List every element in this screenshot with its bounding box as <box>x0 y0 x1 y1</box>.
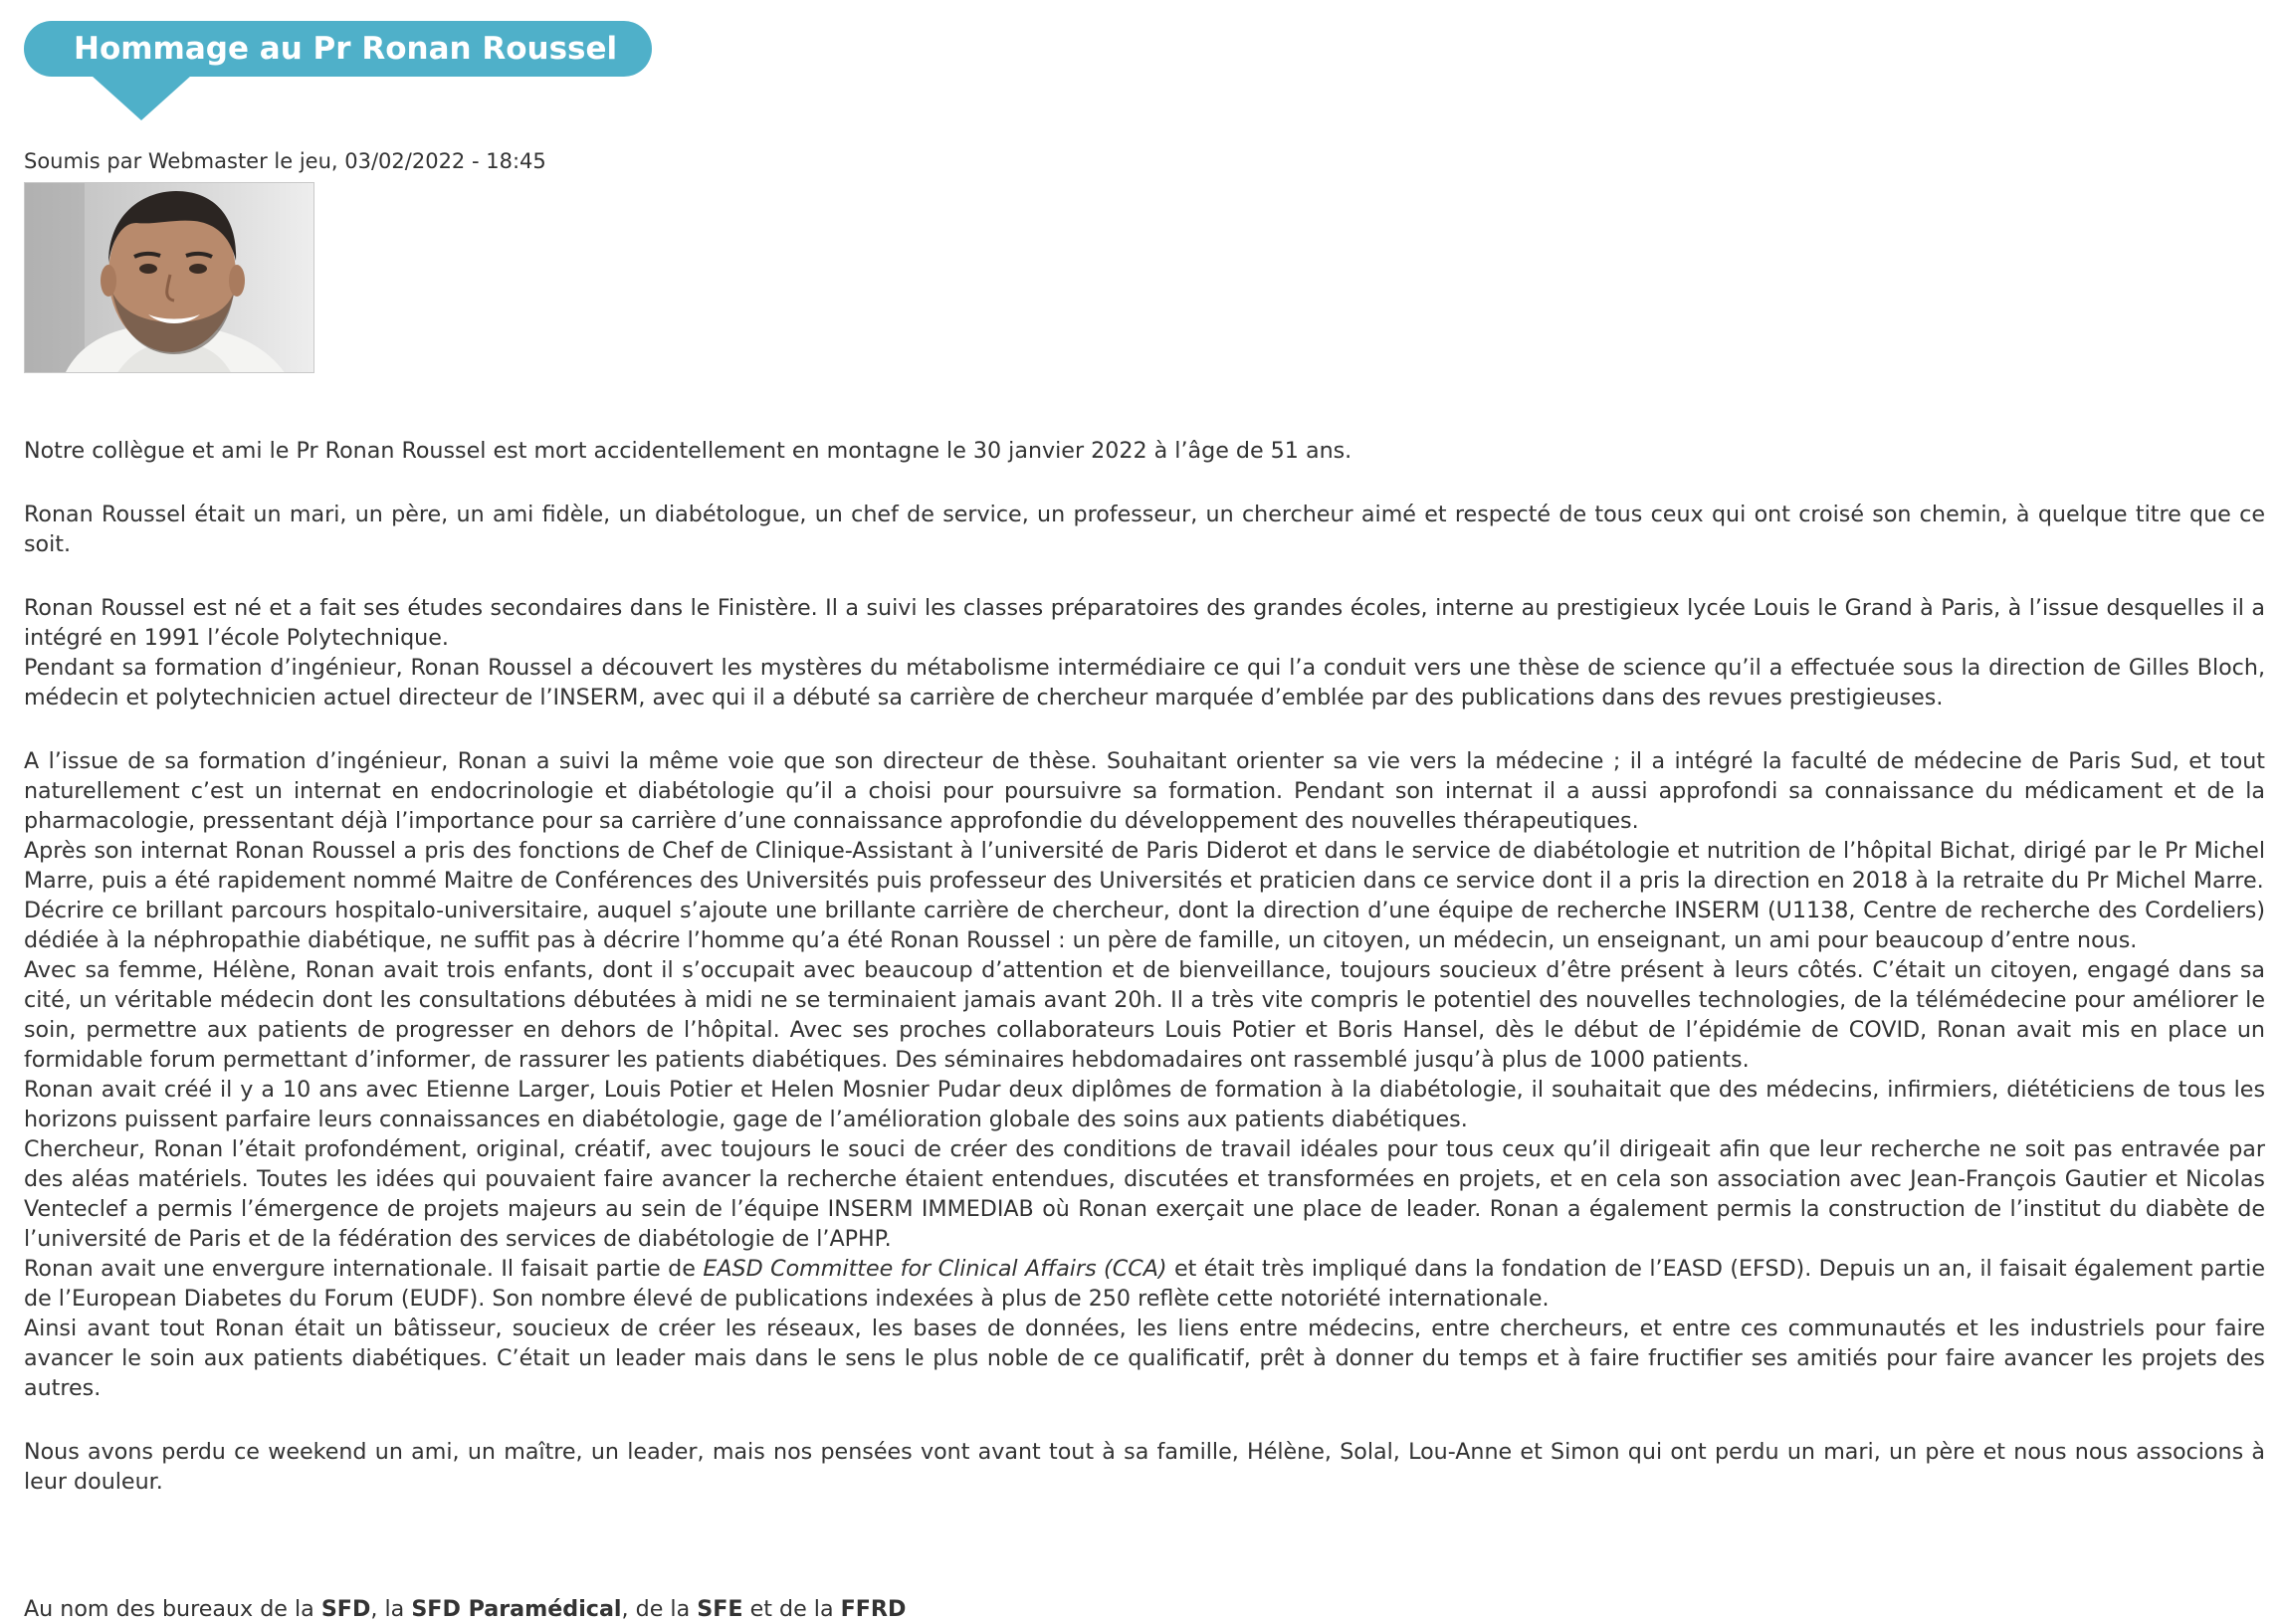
paragraph: Ronan Roussel est né et a fait ses études secondaires dans le Finistère. Il a suivi les classes préparatoires des grandes écoles, interne au prestigieux lycée Louis le Grand à Paris, à l’issue desquelles il a intégré en 1991 l’école Polytechnique. <box>24 595 2265 651</box>
signature-line <box>24 1594 2265 1624</box>
portrait-photo <box>24 182 314 373</box>
paragraph: Ronan avait créé il y a 10 ans avec Etienne Larger, Louis Potier et Helen Mosnier Pudar deux diplômes de formation à la diabétologie, il souhaitait que des médecins, infirmiers, diététiciens de tous les horizons puissent parfaire leurs connaissances en diabétologie, gage de l’amélioration globale des soins aux patients diabétiques. <box>24 1077 2265 1132</box>
signature-text: et de la <box>742 1596 841 1622</box>
paragraph: Notre collègue et ami le Pr Ronan Roussel est mort accidentellement en montagne le 30 janvier 2022 à l’âge de 51 ans. <box>24 438 1352 464</box>
paragraph: Ronan Roussel était un mari, un père, un ami fidèle, un diabétologue, un chef de service, un professeur, un chercheur aimé et respecté de tous ceux qui ont croisé son chemin, à quelque titre que ce soit. <box>24 502 2265 557</box>
paragraph-text: et était très impliqué dans la fondation de l’EASD (EFSD). Depuis un an, il faisait également partie de l’European Diabetes du Forum (EUDF). Son nombre élevé de publications indexées à plus de 250 reflète cette notoriété internationale. <box>24 1256 2265 1312</box>
org-ffrd: FFRD <box>840 1596 907 1622</box>
paragraph: Décrire ce brillant parcours hospitalo-universitaire, auquel s’ajoute une brillante carrière de chercheur, dont la direction d’une équipe de recherche INSERM (U1138, Centre de recherche des Cordeliers) dédiée à la néphropathie diabétique, ne suffit pas à décrire l’homme qu’a été Ronan Roussel : un père de famille, un citoyen, un médecin, un enseignant, un ami pour beaucoup d’entre nous. <box>24 898 2265 953</box>
paragraph: Après son internat Ronan Roussel a pris des fonctions de Chef de Clinique-Assistant à l’université de Paris Diderot et dans le service de diabétologie et nutrition de l’hôpital Bichat, dirigé par le Pr Michel Marre, puis a été rapidement nommé Maitre de Conférences des Universités puis professeur des Universités et praticien dans ce service dont il a pris la direction en 2018 à la retraite du Pr Michel Marre. <box>24 838 2265 894</box>
paragraph: Pendant sa formation d’ingénieur, Ronan Roussel a découvert les mystères du métabolisme intermédiaire ce qui l’a conduit vers une thèse de science qu’il a effectuée sous la direction de Gilles Bloch, médecin et polytechnicien actuel directeur de l’INSERM, avec qui il a débuté sa carrière de chercheur marquée d’emblée par des publications dans des revues prestigieuses. <box>24 655 2265 710</box>
title-banner-pointer <box>92 76 191 120</box>
committee-name: EASD Committee for Clinical Affairs (CCA) <box>703 1256 1167 1282</box>
paragraph: Nous avons perdu ce weekend un ami, un maître, un leader, mais nos pensées vont avant tout à sa famille, Hélène, Solal, Lou-Anne et Simon qui ont perdu un mari, un père et nous nous associons à leur douleur. <box>24 1439 2265 1495</box>
signature-text: Au nom des bureaux de la <box>24 1596 321 1622</box>
paragraph: Chercheur, Ronan l’était profondément, original, créatif, avec toujours le souci de créer des conditions de travail idéales pour tous ceux qu’il dirigeait afin que leur recherche ne soit pas entravée par des aléas matériels. Toutes les idées qui pouvaient faire avancer la recherche étaient entendues, discutées et transformées en projets, et en cela son association avec Jean-François Gautier et Nicolas Venteclef a permis l’émergence de projets majeurs au sein de l’équipe INSERM IMMEDIAB où Ronan exerçait une place de leader. Ronan a également permis la construction de l’institut du diabète de l’université de Paris et de la fédération des services de diabétologie de l’APHP. <box>24 1136 2265 1252</box>
article-body <box>24 436 2265 1624</box>
paragraph: Ainsi avant tout Ronan était un bâtisseur, soucieux de créer les réseaux, les bases de données, les liens entre médecins, entre chercheurs, et entre ces communautés et les industriels pour faire avancer le soin aux patients diabétiques. C’était un leader mais dans le sens le plus noble de ce qualificatif, prêt à donner du temps et à faire fructifier ses amitiés pour faire avancer les projets des autres. <box>24 1316 2265 1401</box>
signature-text: , de la <box>621 1596 698 1622</box>
org-sfe: SFE <box>697 1596 743 1622</box>
paragraph: Avec sa femme, Hélène, Ronan avait trois enfants, dont il s’occupait avec beaucoup d’attention et de bienveillance, toujours soucieux d’être présent à leurs côtés. C’était un citoyen, engagé dans sa cité, un véritable médecin dont les consultations débutées à midi ne se terminaient jamais avant 20h. Il a très vite compris le potentiel des nouvelles technologies, de la télémédecine pour améliorer le soin, permettre aux patients de progresser en dehors de l’hôpital. Avec ses proches collaborateurs Louis Potier et Boris Hansel, dès le début de l’épidémie de COVID, Ronan avait mis en place un formidable forum permettant d’informer, de rassurer les patients diabétiques. Des séminaires hebdomadaires ont rassemblé jusqu’à plus de 1000 patients. <box>24 957 2265 1073</box>
page-title: Hommage au Pr Ronan Roussel <box>74 31 618 67</box>
paragraph-text: Ronan avait une envergure internationale. Il faisait partie de <box>24 1256 704 1282</box>
paragraph <box>24 1254 2265 1314</box>
org-sfd: SFD <box>320 1596 371 1622</box>
org-sfd-paramedical: SFD Paramédical <box>411 1596 622 1622</box>
paragraph: A l’issue de sa formation d’ingénieur, Ronan a suivi la même voie que son directeur de thèse. Souhaitant orienter sa vie vers la médecine ; il a intégré la faculté de médecine de Paris Sud, et tout naturellement c’est un internat en endocrinologie et diabétologie qu’il a choisi pour poursuivre sa formation. Pendant son internat il a aussi approfondi sa connaissance du médicament et de la pharmacologie, pressentant déjà l’importance pour sa carrière d’une connaissance approfondie du développement des nouvelles thérapeutiques. <box>24 748 2265 834</box>
submitted-by-line: Soumis par Webmaster le jeu, 03/02/2022 - 18:45 <box>24 149 546 173</box>
signature-text: , la <box>370 1596 412 1622</box>
